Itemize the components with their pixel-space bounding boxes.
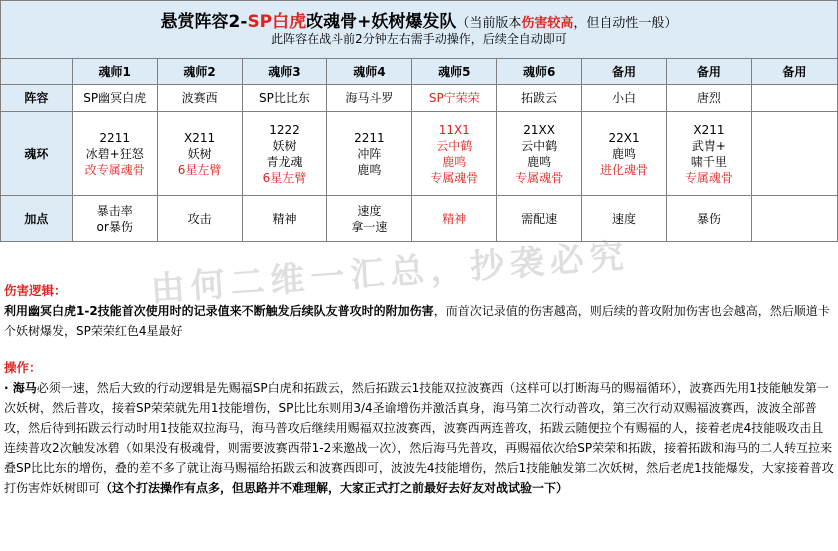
lineup-cell: 拓跋云 — [497, 85, 582, 112]
title-note-prefix: （当前版本 — [456, 16, 522, 31]
lineup-cell: SP比比东 — [242, 85, 327, 112]
rings-cell — [751, 112, 837, 196]
points-line: 需配速 — [521, 211, 558, 226]
title-note-highlight: 伤害较高 — [521, 16, 574, 31]
header-corner — [1, 59, 73, 85]
points-line: or暴伤 — [96, 219, 133, 234]
lineup-table — [0, 0, 838, 242]
operation-bullet: · 海马 — [4, 381, 37, 395]
points-line: 速度 — [612, 211, 637, 226]
column-header: 魂师1 — [72, 59, 157, 85]
rings-line: 冰碧+狂怒 — [85, 146, 144, 161]
rings-row — [1, 112, 838, 196]
points-line: 精神 — [272, 211, 297, 226]
points-cell — [327, 196, 412, 242]
rings-line: 鹿鸣 — [527, 154, 552, 169]
rings-line: 青龙魂 — [266, 154, 303, 169]
rings-cell — [72, 112, 157, 196]
lineup-row — [1, 85, 838, 112]
rings-line: 冲阵 — [357, 146, 382, 161]
column-header: 魂师6 — [497, 59, 582, 85]
watermark: 由何二维一汇总，抄袭必究 — [149, 236, 632, 310]
points-row — [1, 196, 838, 242]
page-subtitle: 此阵容在战斗前2分钟左右需手动操作，后续全自动即可 — [271, 32, 567, 46]
damage-text: ，而首次记录值的伤害越高，则后续的普攻附加伤害也会越高，然后顺道卡个妖树爆发，SP荣荣红色4星最好 — [4, 304, 830, 338]
title-highlight: SP白虎 — [247, 12, 307, 32]
rings-line: 妖树 — [187, 146, 212, 161]
title-note — [456, 16, 677, 31]
title-cell — [1, 1, 838, 59]
damage-bold-text: 利用幽冥白虎1-2技能首次使用时的记录值来不断触发后续队友普攻时的附加伤害 — [4, 304, 434, 318]
rings-line: 啸千里 — [690, 154, 727, 169]
rings-soulbone: 专属魂骨 — [515, 170, 564, 185]
operation-text: 必须一速，然后大致的行动逻辑是先赐福SP白虎和拓跋云，然后拓跋云1技能双拉波赛西（这样可以打断海马的赐福循环），波赛西先用1技能触发第一次妖树，然后普攻，接着SP荣荣就先用1技能增伤，SP比比东则用3/4圣谕增伤并激活真身，海马第二次行动普攻，第三次行动双赐福波赛西，波波全部普攻，然后待到拓跋云行动时用1技能双拉海马，海马普攻后继续用赐福双拉波赛西，波赛西两连普攻，拓跋云随便拉个有赐福的人，接着老虎4技能吸攻击且连续普攻2次触发冰碧（如果没有极魂骨，则需要波赛西带1-2来邀战一次），然后海马先普攻，再赐福依次给SP荣荣和拓跋，接着拓跋和海马的二人转互拉来叠SP比比东的增伤，叠的差不多了就让海马赐福给拓跋云和波赛西即可，波波先4技能增伤，然后1技能触发第二次妖树，然后老虎1技能爆发，大家接着普攻打伤害炸妖树即可 — [4, 381, 834, 495]
points-cell — [157, 196, 242, 242]
rings-line: 鹿鸣 — [612, 146, 637, 161]
rings-soulbone: 6星左臂 — [262, 170, 307, 185]
points-cell — [751, 196, 837, 242]
rings-label: 魂环 — [1, 112, 73, 196]
rings-cell — [666, 112, 751, 196]
column-header: 备用 — [751, 59, 837, 85]
column-header: 魂师3 — [242, 59, 327, 85]
lineup-cell — [751, 85, 837, 112]
lineup-cell: 海马斗罗 — [327, 85, 412, 112]
rings-cell — [412, 112, 497, 196]
column-header: 魂师5 — [412, 59, 497, 85]
rings-line: 武胄+ — [691, 138, 726, 153]
column-header: 魂师4 — [327, 59, 412, 85]
rings-soulbone: 进化魂骨 — [600, 162, 649, 177]
rings-line-red: 云中鹤 — [436, 138, 473, 153]
points-cell — [242, 196, 327, 242]
column-header: 备用 — [582, 59, 667, 85]
points-cell — [72, 196, 157, 242]
rings-line: X211 — [693, 122, 725, 137]
points-cell — [666, 196, 751, 242]
title-note-suffix: ，但自动性一般） — [573, 16, 678, 31]
column-header: 备用 — [666, 59, 751, 85]
rings-soulbone: 6星左臂 — [177, 162, 222, 177]
rings-line: 鹿鸣 — [357, 162, 382, 177]
column-header: 魂师2 — [157, 59, 242, 85]
rings-cell — [327, 112, 412, 196]
rings-line: X211 — [184, 130, 216, 145]
rings-cell — [582, 112, 667, 196]
points-line: 攻击 — [187, 211, 212, 226]
lineup-cell: SP宁荣荣 — [412, 85, 497, 112]
rings-line: 云中鹤 — [521, 138, 558, 153]
rings-line-red: 11X1 — [438, 122, 470, 137]
rings-soulbone: 专属魂骨 — [684, 170, 733, 185]
points-line: 拿一速 — [351, 219, 388, 234]
rings-line: 1222 — [269, 122, 300, 137]
damage-body — [4, 301, 834, 341]
rings-line: 妖树 — [272, 138, 297, 153]
rings-cell — [497, 112, 582, 196]
rings-cell — [157, 112, 242, 196]
lineup-cell: SP幽冥白虎 — [72, 85, 157, 112]
points-line: 暴击率 — [96, 203, 133, 218]
lineup-cell: 小白 — [582, 85, 667, 112]
rings-soulbone: 改专属魂骨 — [84, 162, 145, 177]
title-middle: 改魂骨+妖树爆发队 — [306, 12, 457, 32]
operation-tail: （这个打法操作有点多，但思路并不难理解，大家正式打之前最好去好友对战试验一下） — [100, 481, 569, 495]
rings-line-red: 专属魂骨 — [430, 170, 479, 185]
operation-section — [4, 358, 834, 498]
page-title — [1, 12, 837, 32]
rings-line-red: 鹿鸣 — [442, 154, 467, 169]
points-line: 精神 — [442, 211, 467, 226]
title-prefix: 悬赏阵容2- — [160, 12, 248, 32]
points-label: 加点 — [1, 196, 73, 242]
rings-line: 21XX — [523, 122, 555, 137]
rings-line: 2211 — [99, 130, 130, 145]
lineup-cell: 唐烈 — [666, 85, 751, 112]
header-row — [1, 59, 838, 85]
operation-heading: 操作： — [4, 360, 42, 375]
rings-line: 22X1 — [608, 130, 640, 145]
damage-heading: 伤害逻辑： — [4, 283, 67, 298]
points-line: 暴伤 — [696, 211, 721, 226]
damage-section — [4, 281, 834, 341]
points-line: 速度 — [357, 203, 382, 218]
rings-line: 2211 — [354, 130, 385, 145]
points-cell — [412, 196, 497, 242]
operation-body — [4, 378, 834, 498]
lineup-cell: 波赛西 — [157, 85, 242, 112]
lineup-label: 阵容 — [1, 85, 73, 112]
rings-cell — [242, 112, 327, 196]
